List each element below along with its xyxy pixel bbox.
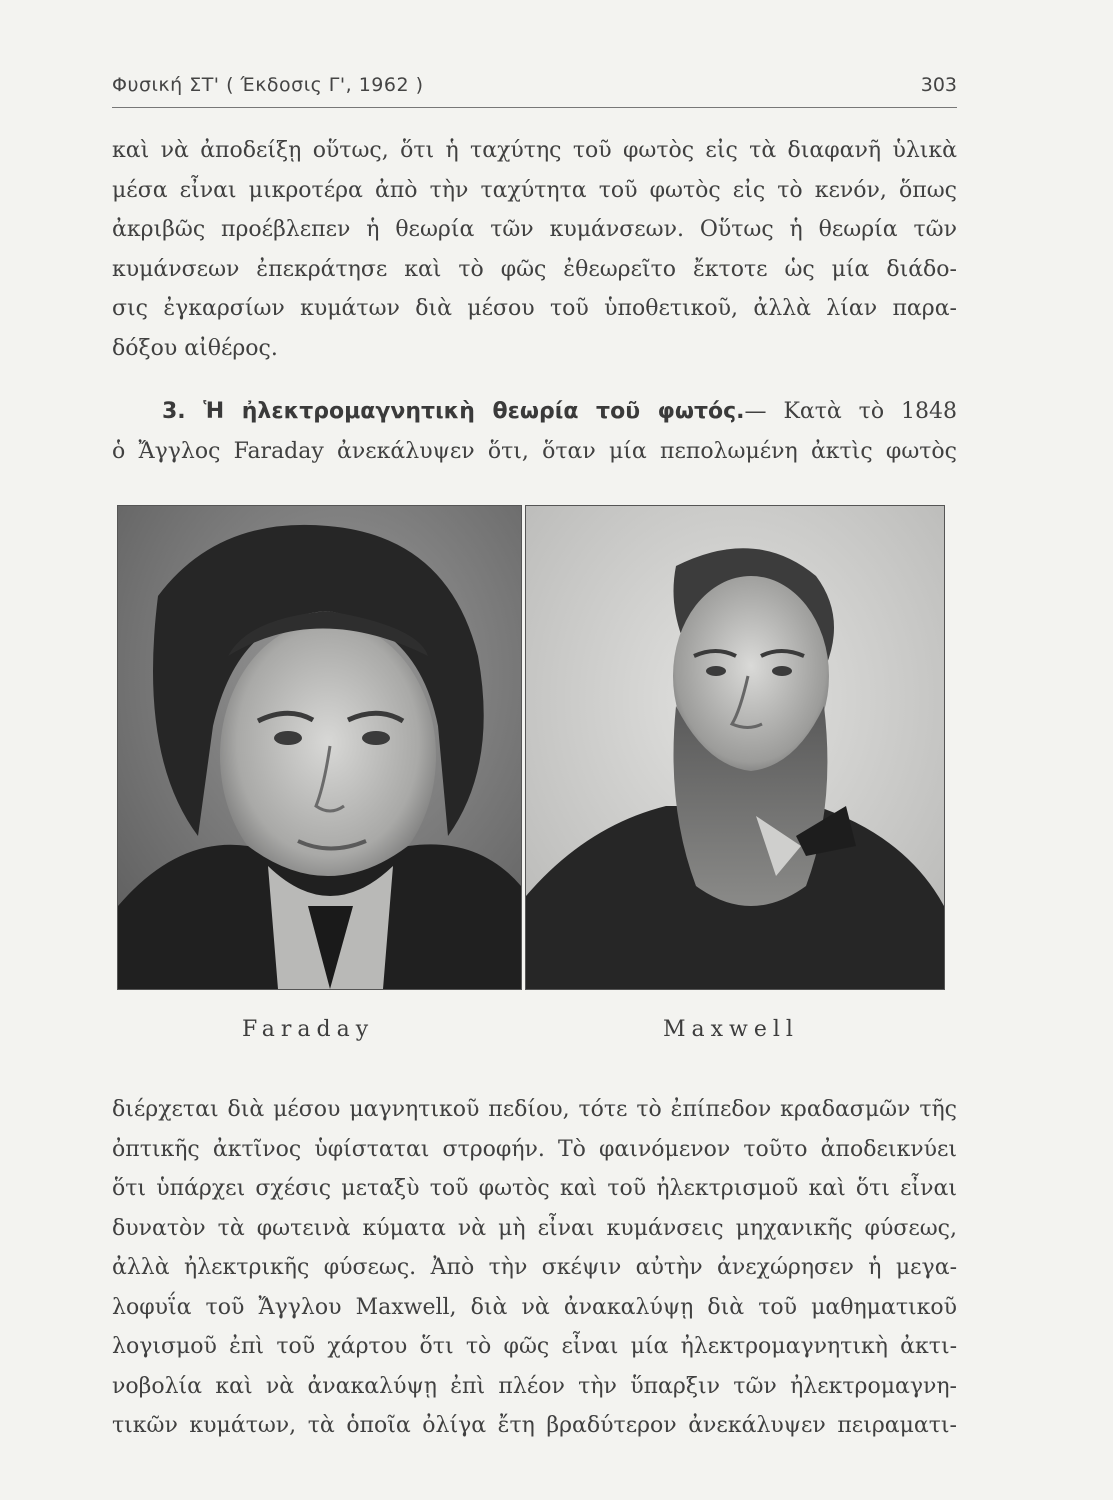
text-line: ἀκριβῶς προέβλεπεν ἡ θεωρία τῶν κυμάνσεων. Οὕτως ἡ θεωρία τῶν bbox=[112, 217, 957, 242]
running-header bbox=[112, 70, 957, 104]
text-line: δόξου αἰθέρος. bbox=[112, 335, 278, 361]
text-line: τικῶν κυμάτων, τὰ ὁποῖα ὀλίγα ἔτη βραδύτερον ἀνεκάλυψεν πειραματι- bbox=[112, 1413, 957, 1438]
header-rule bbox=[112, 107, 957, 108]
text-line: διέρχεται διὰ μέσου μαγνητικοῦ πεδίου, τότε τὸ ἐπίπεδον κραδασμῶν τῆς bbox=[112, 1097, 957, 1122]
portrait-maxwell bbox=[525, 505, 945, 990]
section-3-intro bbox=[112, 392, 957, 471]
text-line: ὁ Ἄγγλος Faraday ἀνεκάλυψεν ὅτι, ὅταν μία πεπολωμένη ἀκτὶς φωτὸς bbox=[112, 438, 957, 464]
caption-maxwell: Maxwell bbox=[663, 1017, 799, 1042]
portrait-faraday bbox=[117, 505, 522, 990]
maxwell-portrait-image bbox=[526, 506, 944, 989]
text-line: λογισμοῦ ἐπὶ τοῦ χάρτου ὅτι τὸ φῶς εἶναι μία ἠλεκτρομαγνητικὴ ἀκτι- bbox=[112, 1334, 957, 1359]
text-line: λοφυΐα τοῦ Ἄγγλου Maxwell, διὰ νὰ ἀνακαλύψῃ διὰ τοῦ μαθηματικοῦ bbox=[112, 1294, 957, 1320]
section-heading: 3. Ἡ ἠλεκτρομαγνητικὴ θεωρία τοῦ φωτός. bbox=[162, 399, 745, 424]
text-line: σις ἐγκαρσίων κυμάτων διὰ μέσου τοῦ ὑποθετικοῦ, ἀλλὰ λίαν παρα- bbox=[112, 296, 957, 321]
text-line: καὶ νὰ ἀποδείξῃ οὕτως, ὅτι ἡ ταχύτης τοῦ φωτὸς εἰς τὰ διαφανῆ ὑλικὰ bbox=[112, 138, 957, 163]
text-line: δυνατὸν τὰ φωτεινὰ κύματα νὰ μὴ εἶναι κυμάνσεις μηχανικῆς φύσεως, bbox=[112, 1215, 957, 1241]
paragraph-electromagnetic-theory bbox=[112, 1090, 957, 1446]
text-line: ὅτι ὑπάρχει σχέσις μεταξὺ τοῦ φωτὸς καὶ τοῦ ἠλεκτρισμοῦ καὶ ὅτι εἶναι bbox=[112, 1176, 957, 1201]
text-line: κυμάνσεων ἐπεκράτησε καὶ τὸ φῶς ἐθεωρεῖτο ἔκτοτε ὡς μία διάδο- bbox=[112, 256, 957, 282]
section-heading-continuation: — Κατὰ τὸ 1848 bbox=[744, 399, 957, 424]
text-line: ἀλλὰ ἠλεκτρικῆς φύσεως. Ἀπὸ τὴν σκέψιν αὐτὴν ἀνεχώρησεν ἡ μεγα- bbox=[112, 1255, 957, 1280]
faraday-portrait-image bbox=[118, 506, 521, 989]
text-line: μέσα εἶναι μικροτέρα ἀπὸ τὴν ταχύτητα τοῦ φωτὸς εἰς τὸ κενόν, ὅπως bbox=[112, 177, 957, 203]
section-heading-line bbox=[112, 392, 957, 432]
running-title: Φυσική ΣΤ' ( Έκδοσις Γ', 1962 ) bbox=[112, 74, 424, 96]
caption-faraday: Faraday bbox=[242, 1017, 375, 1042]
page-number: 303 bbox=[920, 74, 957, 96]
paragraph-wave-theory bbox=[112, 131, 957, 368]
text-line: νοβολία καὶ νὰ ἀνακαλύψῃ ἐπὶ πλέον τὴν ὕπαρξιν τῶν ἠλεκτρομαγνη- bbox=[112, 1373, 957, 1399]
text-line: ὀπτικῆς ἀκτῖνος ὑφίσταται στροφήν. Τὸ φαινόμενον τοῦτο ἀποδεικνύει bbox=[112, 1136, 957, 1162]
